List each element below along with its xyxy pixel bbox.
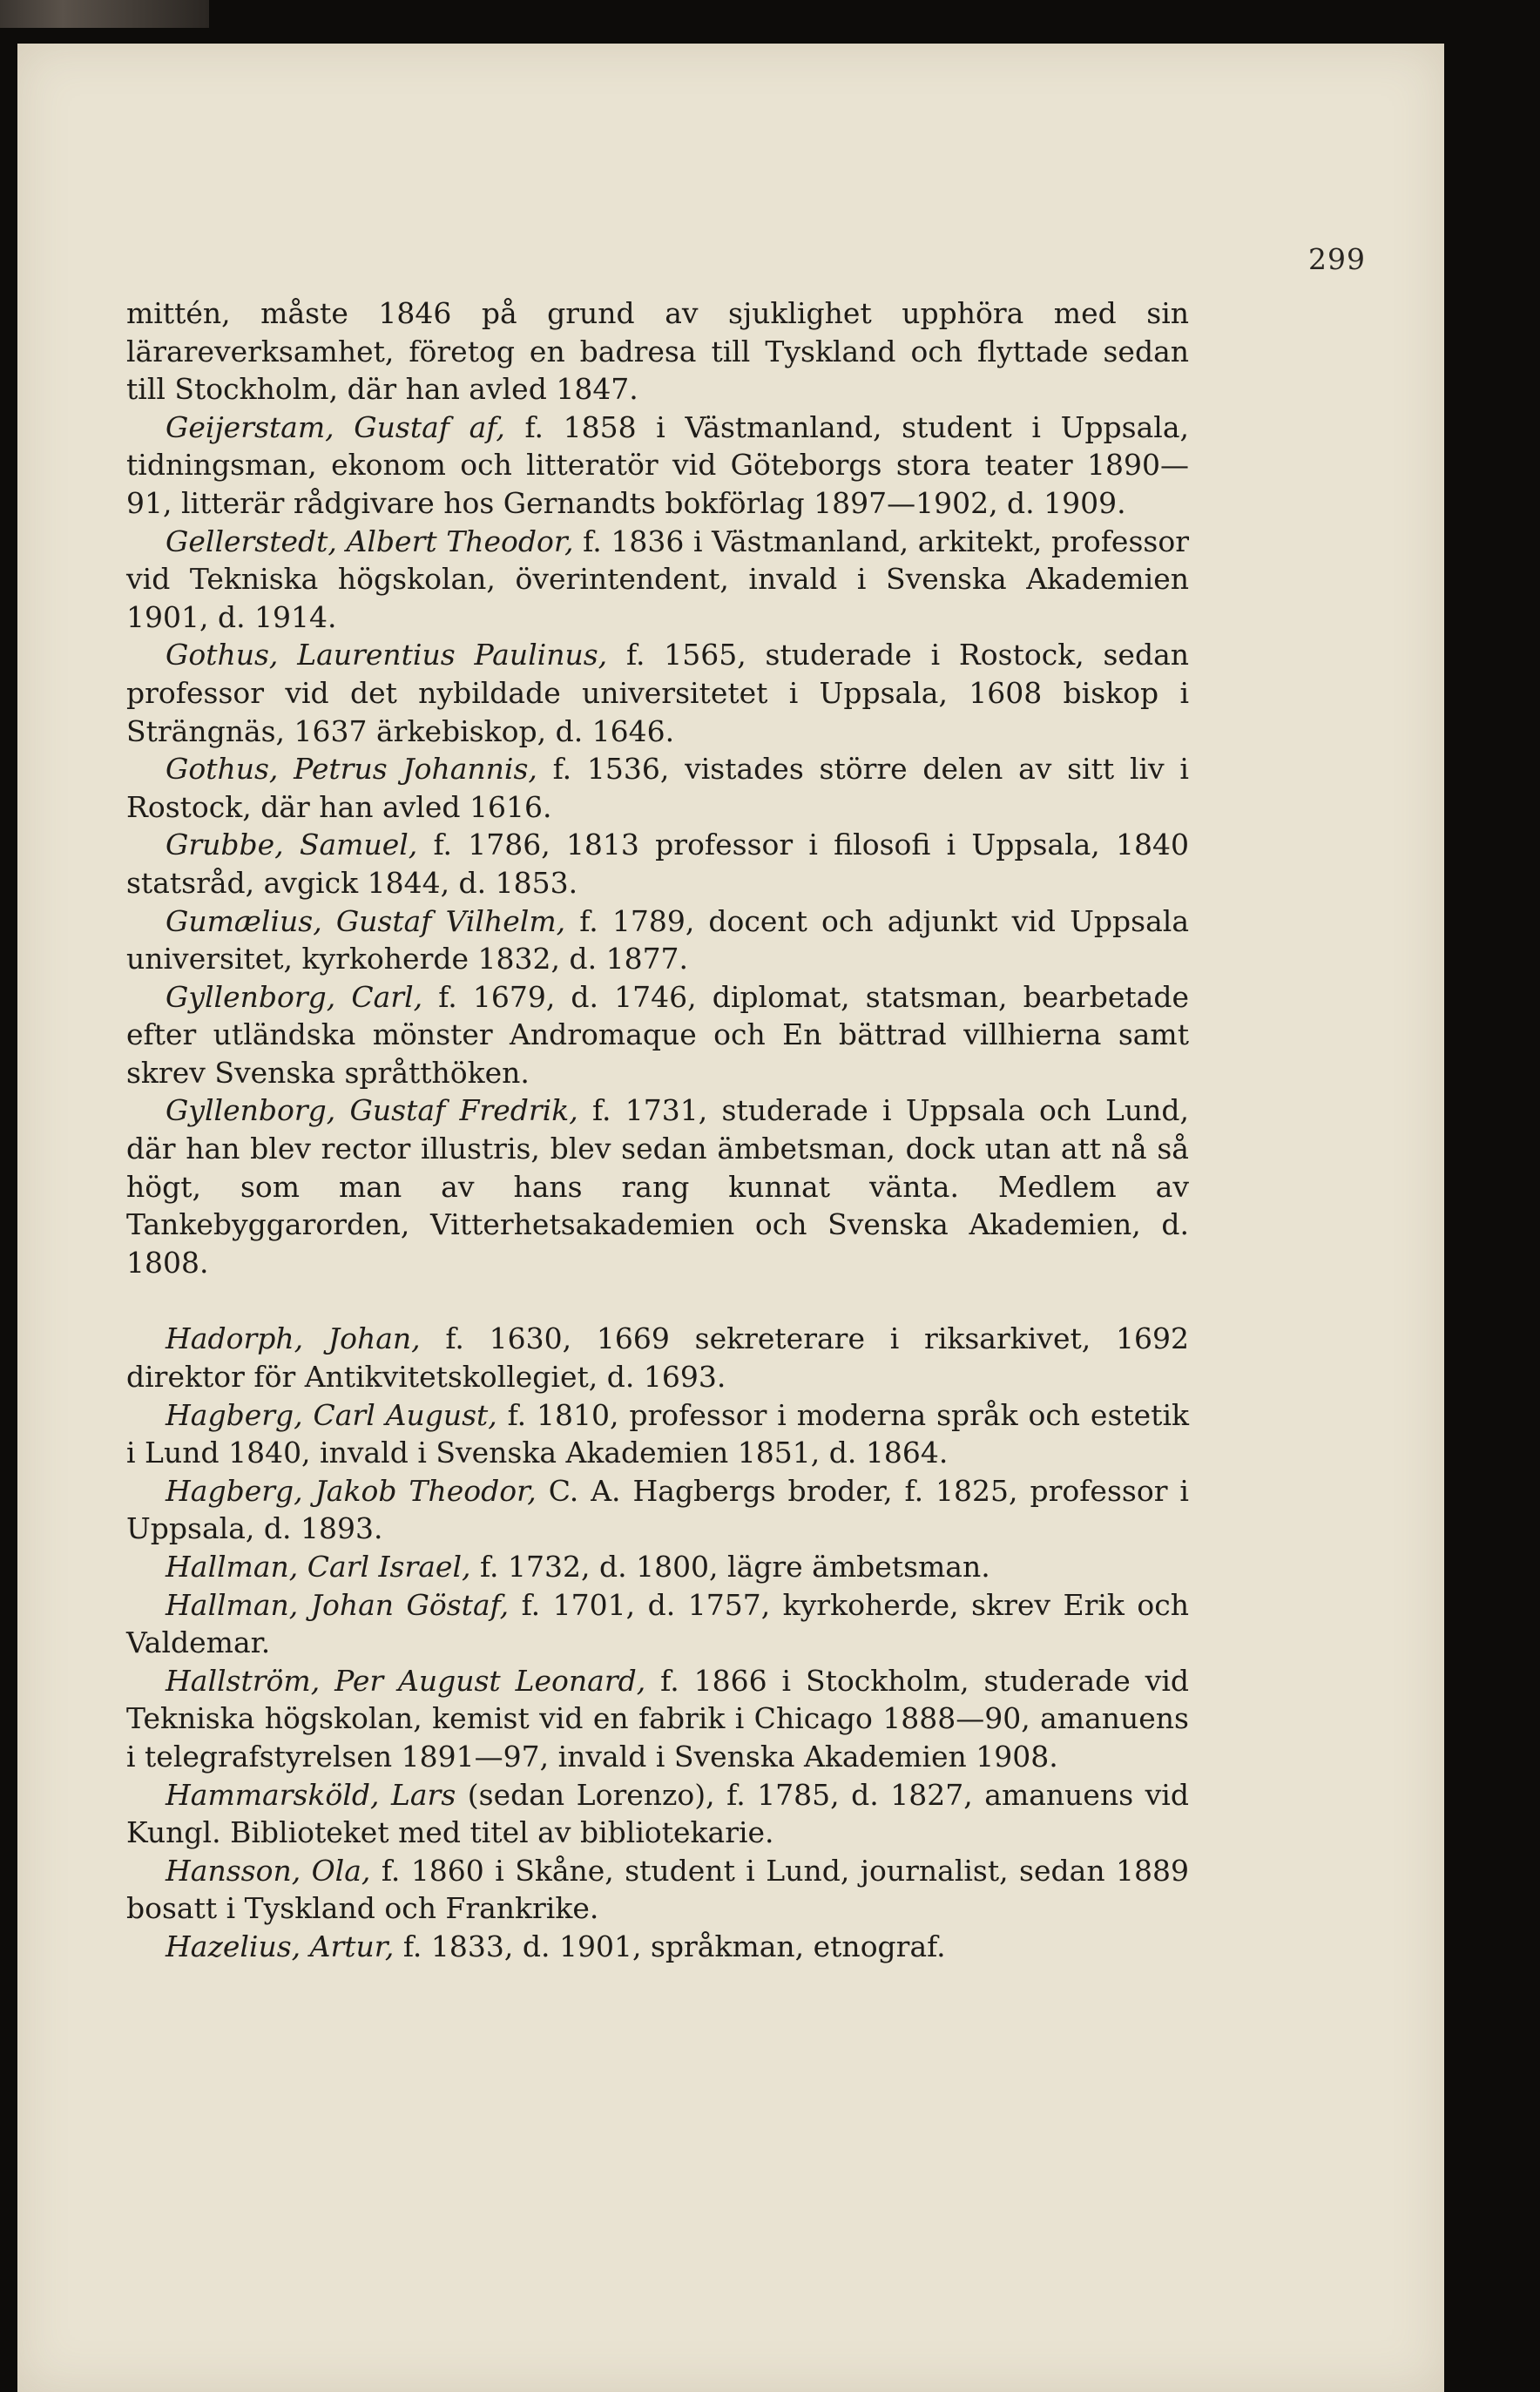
entry-hansson [126, 1852, 1189, 1928]
entry-text: f. 1732, d. 1800, lägre ämbetsman. [470, 1550, 990, 1584]
entry-hallstrom [126, 1662, 1189, 1776]
entry-hammarskold [126, 1776, 1189, 1852]
entry-text: f. 1731, studerade i Uppsala och Lund, där han blev rector illustris, blev sedan ämbetsman, dock utan att nå så högt, som man av hans rang kunnat vänta. Medlem av Tankebyggarorden, Vitterhetsakademien och Svenska Akademien, d. 1808. [126, 1093, 1189, 1280]
entry-text: f. 1833, d. 1901, språkman, etnograf. [394, 1929, 946, 1963]
entry-hallman-johan [126, 1586, 1189, 1662]
entry-gumaelius [126, 902, 1189, 978]
scan-edge [0, 0, 209, 28]
entry-hallman-carl [126, 1548, 1189, 1586]
entry-hazelius [126, 1928, 1189, 1966]
section-gap [126, 1281, 1189, 1320]
entry-text: f. 1536, vistades större delen av sitt liv i Rostock, där han avled 1616. [126, 752, 1189, 824]
entry-text: f. 1836 i Västmanland, arkitekt, professor vid Tekniska högskolan, överintendent, invald i Svenska Akademien 1901, d. 1914. [126, 524, 1189, 634]
entry-name: Geijerstam, Gustaf af, [165, 409, 505, 444]
entry-name: Hallman, Carl Israel, [165, 1550, 471, 1584]
entry-text: f. 1810, professor i moderna språk och estetik i Lund 1840, invald i Svenska Akademien 1851, d. 1864. [126, 1397, 1189, 1470]
entry-text: f. 1858 i Västmanland, student i Uppsala, tidningsman, ekonom och litteratör vid Göteborgs stora teater 1890—91, litterär rådgivare hos Gernandts bokförlag 1897—1902, d. 1909. [126, 409, 1190, 520]
entry-name: Hallström, Per August Leonard, [165, 1663, 646, 1698]
entry-name: Hagberg, Jakob Theodor, [165, 1473, 537, 1508]
entry-gothus-petrus [126, 750, 1189, 826]
entry-text: f. 1786, 1813 professor i filosofi i Uppsala, 1840 statsråd, avgick 1844, d. 1853. [126, 828, 1189, 900]
entry-name: Gothus, Petrus Johannis, [165, 752, 537, 787]
entry-name: Hammarsköld, Lars [165, 1777, 456, 1812]
entry-name: Hadorph, Johan, [165, 1321, 421, 1356]
entry-hagberg-carl [126, 1396, 1189, 1472]
entry-geijerstam [126, 409, 1189, 523]
entry-text: f. 1789, docent och adjunkt vid Uppsala universitet, kyrkoherde 1832, d. 1877. [126, 903, 1189, 976]
entry-name: Hallman, Johan Göstaf, [165, 1587, 510, 1622]
entry-name: Hansson, Ola, [165, 1853, 371, 1888]
entry-name: Gyllenborg, Carl, [165, 979, 423, 1014]
entry-name: Grubbe, Samuel, [165, 828, 418, 862]
entry-text: f. 1701, d. 1757, kyrkoherde, skrev Erik och Valdemar. [126, 1587, 1189, 1660]
entry-name: Gyllenborg, Gustaf Fredrik, [165, 1093, 578, 1128]
page-number: 299 [1308, 242, 1366, 276]
entry-name: Hagberg, Carl August, [165, 1397, 497, 1432]
entry-text: f. 1860 i Skåne, student i Lund, journalist, sedan 1889 bosatt i Tyskland och Frankrike. [126, 1853, 1189, 1926]
entry-hadorph [126, 1320, 1189, 1395]
entry-text: (sedan Lorenzo), f. 1785, d. 1827, amanuens vid Kungl. Biblioteket med titel av bibliotekarie. [126, 1777, 1189, 1850]
entry-name: Gothus, Laurentius Paulinus, [165, 638, 608, 672]
opening-paragraph: mittén, måste 1846 på grund av sjuklighet upphöra med sin lärareverksamhet, företog en badresa till Tyskland och flyttade sedan till Stockholm, där han avled 1847. [126, 296, 1189, 407]
entry-name: Hazelius, Artur, [165, 1929, 395, 1963]
entry-text: f. 1630, 1669 sekreterare i riksarkivet, 1692 direktor för Antikvitetskollegiet, d. 1693. [126, 1321, 1189, 1395]
entry-hagberg-jakob [126, 1472, 1189, 1548]
entry-text: f. 1565, studerade i Rostock, sedan professor vid det nybildade universitetet i Uppsala, 1608 biskop i Strängnäs, 1637 ärkebiskop, d. 1646. [126, 638, 1190, 748]
entry-text: C. A. Hagbergs broder, f. 1825, professor i Uppsala, d. 1893. [126, 1473, 1189, 1546]
entry-name: Gumælius, Gustaf Vilhelm, [165, 903, 566, 938]
entry-gyllenborg-gustaf [126, 1091, 1189, 1281]
book-page [17, 44, 1444, 2392]
entry-text: f. 1679, d. 1746, diplomat, statsman, bearbetade efter utländska mönster Andromaque och En bättrad villhierna samt skrev Svenska språtthöken. [126, 979, 1189, 1090]
entry-grubbe [126, 826, 1189, 902]
entry-gellerstedt [126, 523, 1189, 637]
entry-gothus-laurentius [126, 636, 1189, 750]
entry-name: Gellerstedt, Albert Theodor, [165, 524, 574, 558]
entry-gyllenborg-carl [126, 978, 1189, 1092]
page-text [126, 294, 1189, 1966]
entry-text: f. 1866 i Stockholm, studerade vid Tekniska högskolan, kemist vid en fabrik i Chicago 1888—90, amanuens i telegrafstyrelsen 1891—97, invald i Svenska Akademien 1908. [126, 1663, 1190, 1774]
